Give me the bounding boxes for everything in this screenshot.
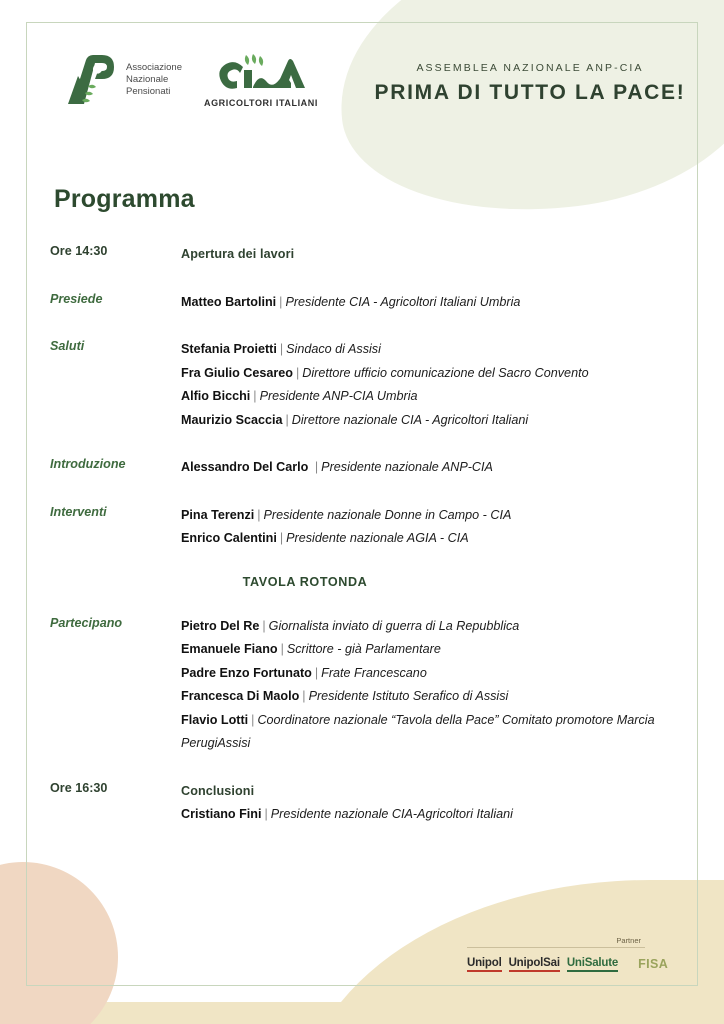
speaker-name: Padre Enzo Fortunato (181, 665, 312, 680)
speaker-role: Giornalista inviato di guerra di La Repubblica (268, 618, 520, 633)
programme-row-body (181, 615, 680, 756)
programme-row-label: Partecipano (50, 615, 123, 630)
entry-separator: | (280, 642, 284, 656)
speaker-name: Stefania Proietti (181, 342, 277, 356)
decorative-cream-band (0, 1002, 724, 1024)
speaker-role: Direttore nazionale CIA - Agricoltori Italiani (291, 412, 529, 427)
speaker-role: Coordinatore nazionale “Tavola della Pace” Comitato promotore Marcia PerugiAssisi (181, 712, 655, 750)
entry-separator: | (262, 618, 266, 633)
speaker-role: Presidente nazionale Donne in Campo - CIA (263, 507, 512, 522)
programme-entry (181, 504, 680, 528)
anp-logo-icon (62, 52, 120, 108)
speaker-role: Sindaco di Assisi (286, 342, 381, 356)
speaker-role: Presidente ANP-CIA Umbria (259, 389, 418, 403)
programme-entry (181, 338, 680, 362)
logo-group (62, 52, 318, 108)
partner-block (467, 936, 669, 974)
entry-separator: | (314, 665, 319, 680)
programme-rows (50, 243, 680, 851)
entry-separator: | (285, 412, 289, 427)
programme-entry (181, 385, 680, 409)
anp-word-line-3: Pensionati (126, 86, 171, 97)
partner-logo-unisalute: UniSalute (567, 957, 618, 972)
header-text-block (372, 62, 688, 105)
programme-row (50, 338, 680, 432)
programme-row (50, 243, 680, 267)
programme-entry (181, 362, 680, 386)
programme-entry-heading: Conclusioni (181, 783, 255, 798)
speaker-name: Emanuele Fiano (181, 642, 278, 656)
speaker-name: Alfio Bicchi (181, 389, 251, 403)
partner-logo-fisa: FISA (638, 957, 669, 971)
entry-separator: | (253, 389, 257, 403)
anp-word-line-1: Associazione (126, 62, 182, 73)
entry-separator: | (279, 294, 283, 309)
anp-word-line-2: Nazionale (126, 74, 169, 85)
programme-row-label: Introduzione (50, 457, 126, 471)
entry-separator: | (264, 807, 268, 821)
programme-entry (181, 615, 680, 639)
programme-row-label: Ore 14:30 (50, 244, 108, 258)
partner-divider-rule (467, 947, 645, 948)
speaker-role: Presidente nazionale CIA-Agricoltori Italiani (270, 807, 513, 821)
speaker-name: Pina Terenzi (181, 507, 255, 522)
speaker-name: Matteo Bartolini (181, 294, 277, 309)
programme-row (50, 615, 680, 756)
programme-row-body (181, 780, 680, 827)
programme-entry (181, 409, 680, 433)
programme-entry (181, 638, 680, 662)
programme-row (50, 291, 680, 315)
speaker-name: Francesca Di Maolo (181, 689, 300, 703)
programme-entry (181, 803, 680, 827)
partner-logo-unipolsai: UnipolSai (509, 957, 560, 972)
entry-separator: | (279, 342, 284, 356)
event-headline: PRIMA DI TUTTO LA PACE! (374, 81, 686, 104)
programme-row-body (181, 456, 680, 480)
speaker-role: Presidente CIA - Agricoltori Italiani Umbria (285, 294, 521, 309)
programme-entry (181, 456, 680, 480)
entry-separator: | (257, 507, 261, 522)
speaker-role: Presidente nazionale ANP-CIA (321, 460, 493, 474)
programme-entry-heading: Apertura dei lavori (181, 247, 295, 261)
anp-logo (62, 52, 182, 108)
cia-logo-icon (213, 53, 309, 95)
programme-row-label: Interventi (50, 504, 107, 519)
speaker-role: Direttore ufficio comunicazione del Sacro Convento (302, 365, 589, 380)
cia-logo-subtitle: AGRICOLTORI ITALIANI (203, 97, 318, 108)
poster-header (0, 0, 724, 160)
speaker-role: Scrittore - già Parlamentare (286, 642, 441, 656)
speaker-name: Cristiano Fini (181, 807, 262, 821)
page-title: Programma (54, 185, 195, 213)
programme-entry (181, 291, 680, 315)
programme-row (50, 504, 680, 551)
programme-row-body (181, 504, 680, 551)
programme-row-label: Ore 16:30 (50, 780, 108, 795)
section-heading-tavola-rotonda: TAVOLA ROTONDA (242, 574, 368, 589)
partner-logo-list (467, 954, 669, 974)
programme-entry (181, 685, 680, 709)
programme-row-label: Saluti (50, 339, 85, 353)
cia-logo (204, 53, 318, 108)
speaker-name: Maurizio Scaccia (181, 412, 283, 427)
speaker-name: Fra Giulio Cesareo (181, 365, 293, 380)
partner-label: Partner (616, 936, 641, 945)
entry-separator: | (314, 460, 319, 474)
speaker-name: Alessandro Del Carlo (181, 460, 312, 474)
programme-entry (181, 527, 680, 551)
speaker-name: Pietro Del Re (181, 618, 260, 633)
speaker-name: Flavio Lotti (181, 712, 249, 727)
programme-row (50, 456, 680, 480)
partner-logo-unipol: Unipol (467, 957, 502, 972)
speaker-role: Frate Francescano (321, 665, 427, 680)
programme-row (50, 780, 680, 827)
anp-logo-wordmark (126, 62, 182, 98)
speaker-role: Presidente nazionale AGIA - CIA (286, 531, 469, 545)
event-kicker: ASSEMBLEA NAZIONALE ANP-CIA (416, 62, 644, 74)
decorative-peach-circle (0, 862, 118, 1024)
entry-separator: | (302, 689, 306, 703)
programme-row-body (181, 338, 680, 432)
entry-separator: | (279, 531, 284, 545)
entry-separator: | (251, 712, 255, 727)
programme-entry (181, 709, 680, 756)
entry-separator: | (295, 365, 300, 380)
speaker-role: Presidente Istituto Serafico di Assisi (308, 689, 509, 703)
speaker-name: Enrico Calentini (181, 531, 277, 545)
programme-row-body (181, 291, 680, 315)
programme-entry (181, 662, 680, 686)
programme-row-label: Presiede (50, 291, 103, 306)
programme-row-body (181, 243, 680, 267)
